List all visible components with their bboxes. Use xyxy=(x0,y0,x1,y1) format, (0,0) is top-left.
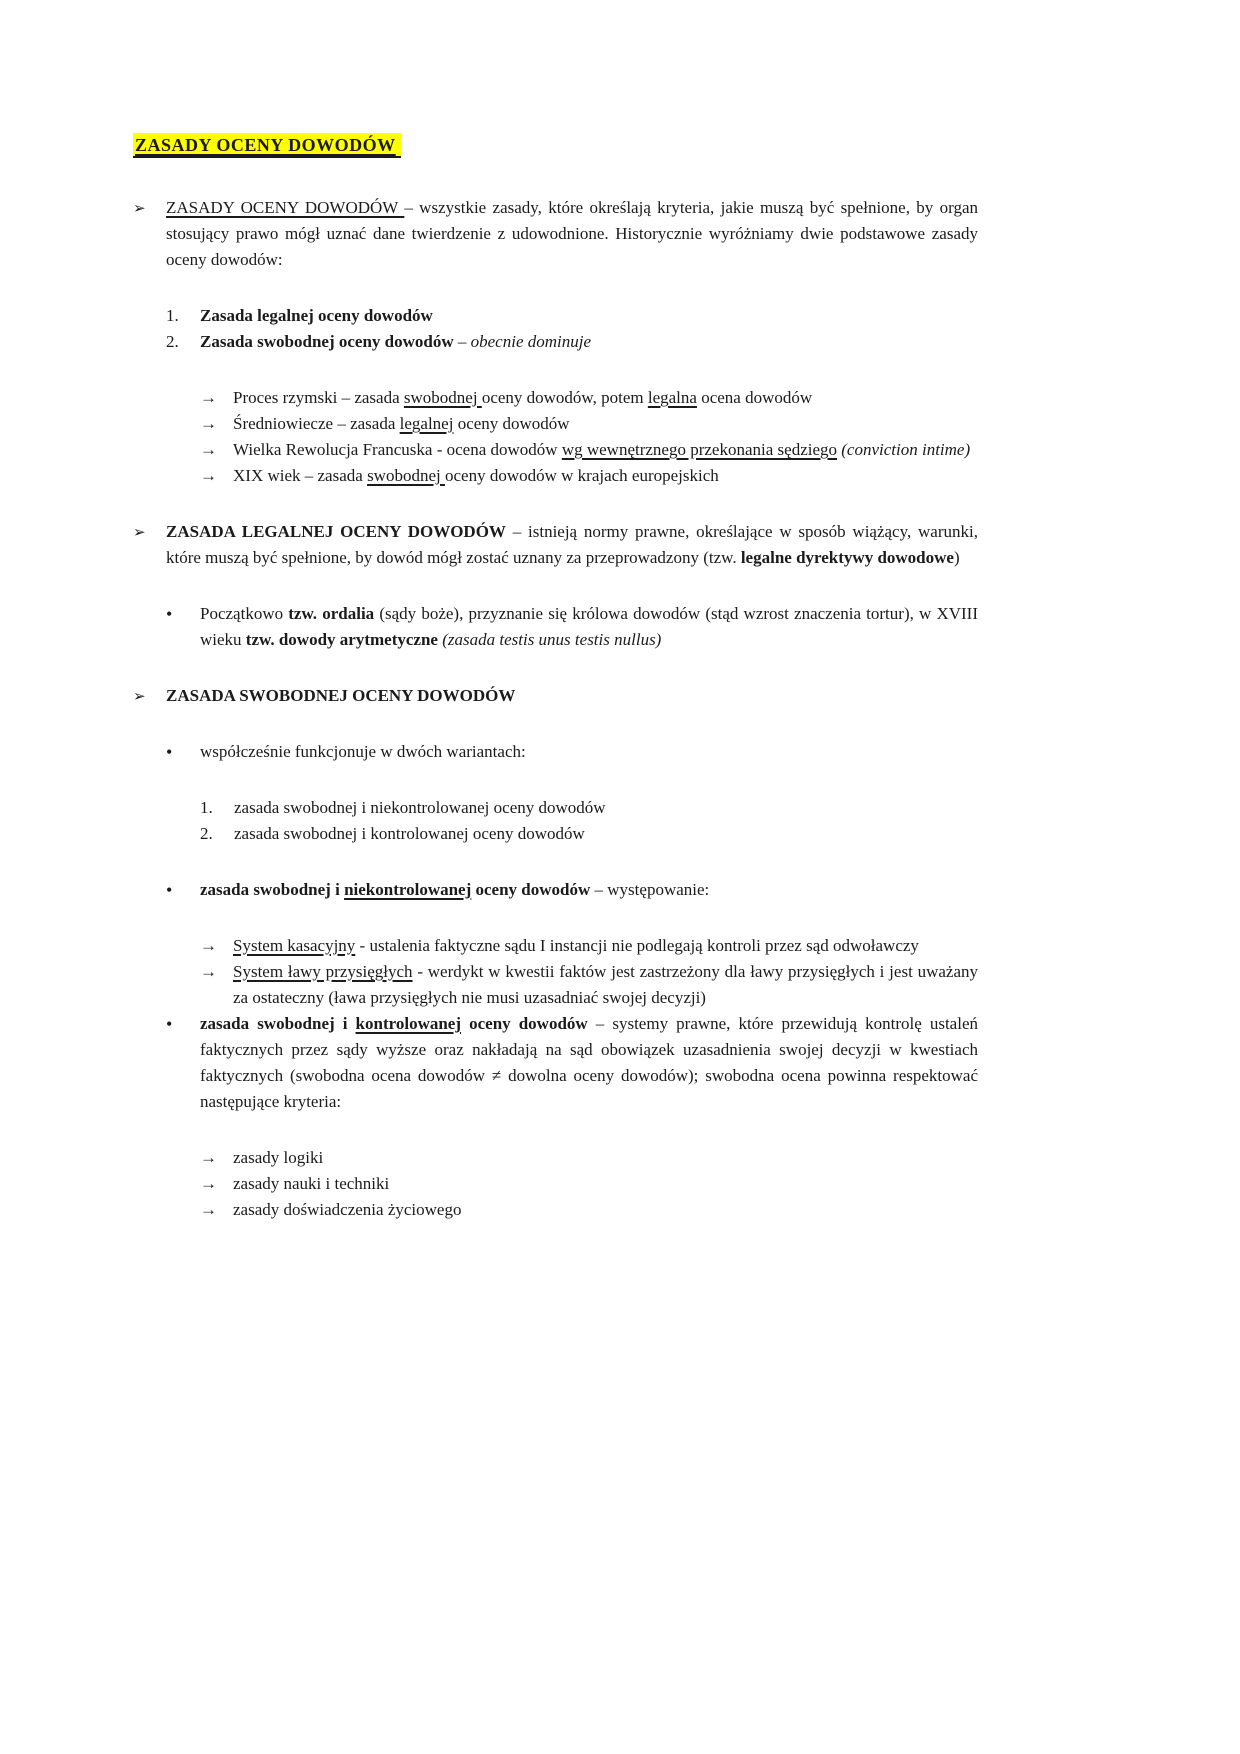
text-run: tzw. dowody arytmetyczne xyxy=(245,630,438,649)
right-arrow-icon: → xyxy=(200,1200,217,1219)
history-item-proces-rzymski xyxy=(200,385,978,411)
text-run: Średniowiecze – zasada xyxy=(233,414,400,433)
note-ordalia xyxy=(166,601,978,653)
note-kontrolowana xyxy=(166,1011,978,1115)
text-run: testis unus testis nullus) xyxy=(499,630,662,649)
text-run: tzw. ordalia xyxy=(288,604,375,623)
text-run: (sądy boże), przyznanie się królowa dowodów (stąd wzrost znaczenia tortur), w XVIII wieku xyxy=(200,604,978,649)
text-run: Początkowo xyxy=(200,604,289,623)
kryterium-doswiadczenie xyxy=(200,1197,978,1223)
text-run: legalne dyrektywy dowodowe xyxy=(740,548,954,567)
list-number: 1. xyxy=(166,306,179,325)
text-run: zasada swobodnej i niekontrolowanej oceny dowodów xyxy=(234,798,606,817)
text-run: Zasada swobodnej oceny dowodów xyxy=(200,332,458,351)
text-run: wg wewnętrznego przekonania sędziego xyxy=(561,440,838,459)
system-lawy-przysieglych xyxy=(200,959,978,1011)
text-run: (conviction intime) xyxy=(841,440,971,459)
text-run: legalna xyxy=(647,388,697,407)
right-arrow-icon: → xyxy=(200,466,217,485)
section-zasady-oceny-dowodow xyxy=(133,195,978,273)
text-run: ZASADY OCENY DOWODÓW xyxy=(133,133,401,158)
system-kasacyjny xyxy=(200,933,978,959)
dot-bullet-icon: • xyxy=(166,742,173,762)
document-body xyxy=(133,132,978,1223)
text-run: ZASADA LEGALNEJ OCENY DOWODÓW xyxy=(166,522,506,541)
text-run: oceny dowodów xyxy=(453,414,570,433)
text-run: – xyxy=(457,332,471,351)
list-item-1 xyxy=(166,303,978,329)
text-run: – systemy prawne, które przewidują kontrolę ustaleń faktycznych przez sądy wyższe oraz nakładają na sąd obowiązek uzasadnienia swojej decyzji w kwestiach faktycznych (swobodna ocena dowodów ≠ dowolna oceny dowodów); swobodna ocena powinna respektować następujące kryteria: xyxy=(200,1014,978,1111)
list-number: 1. xyxy=(200,798,213,817)
right-arrow-icon: → xyxy=(200,414,217,433)
text-run: zasada swobodnej i xyxy=(200,1014,356,1033)
text-run: – występowanie: xyxy=(590,880,710,899)
text-run: Wielka Rewolucja Francuska - ocena dowodów xyxy=(233,440,562,459)
text-run: ZASADA SWOBODNEJ OCENY DOWODÓW xyxy=(166,686,516,705)
text-run: - werdykt w kwestii faktów jest zastrzeżony dla ławy przysięgłych i jest uważany za ostateczny (ława przysięgłych nie musi uzasadniać swojej decyzji) xyxy=(233,962,978,1007)
text-run: - ustalenia faktyczne sądu I instancji nie podlegają kontroli przez sąd odwoławczy xyxy=(355,936,919,955)
history-item-xix-wiek xyxy=(200,463,978,489)
right-arrow-icon: → xyxy=(200,388,217,407)
text-run: zasada swobodnej i kontrolowanej oceny dowodów xyxy=(234,824,585,843)
text-run: zasady logiki xyxy=(233,1148,324,1167)
section-zasada-swobodnej xyxy=(133,683,978,709)
note-warianty xyxy=(166,739,978,765)
history-item-sredniowiecze xyxy=(200,411,978,437)
list-number: 2. xyxy=(200,824,213,843)
text-run: zasady nauki i techniki xyxy=(233,1174,390,1193)
text-run: – istnieją normy prawne, określające w sposób wiążący, warunki, które muszą być spełnione, by dowód mógł zostać uznany za przeprowadzony (tzw. xyxy=(166,522,978,567)
text-run: ) xyxy=(953,548,960,567)
dot-bullet-icon: • xyxy=(166,604,173,624)
text-run: kontrolowanej xyxy=(355,1014,462,1033)
text-run: oceny dowodów xyxy=(471,880,591,899)
kryterium-logika xyxy=(200,1145,978,1171)
text-run: System ławy przysięgłych xyxy=(233,962,413,981)
text-run: XIX wiek – zasada xyxy=(233,466,368,485)
right-arrow-icon: → xyxy=(200,1148,217,1167)
right-arrow-icon: → xyxy=(200,962,217,981)
list-item-2 xyxy=(166,329,978,355)
right-arrow-icon: → xyxy=(200,936,217,955)
section-zasada-legalnej xyxy=(133,519,978,571)
arrowhead-bullet-icon: ➢ xyxy=(133,201,146,217)
variant-1 xyxy=(200,795,978,821)
text-run: ocena dowodów xyxy=(696,388,813,407)
text-run: (zasada xyxy=(442,630,500,649)
right-arrow-icon: → xyxy=(200,1174,217,1193)
text-run: swobodnej xyxy=(367,466,445,485)
history-item-rewolucja-francuska xyxy=(200,437,978,463)
text-run: – wszystkie zasady, które określają kryteria, jakie muszą być spełnione, by organ stosujący prawo mógł uznać dane twierdzenie z udowodnione. Historycznie wyróżniamy dwie podstawowe zasady oceny dowodów: xyxy=(166,198,979,269)
text-run: oceny dowodów xyxy=(461,1014,588,1033)
text-run: swobodnej xyxy=(403,388,482,407)
dot-bullet-icon: • xyxy=(166,880,173,900)
text-run: współcześnie funkcjonuje w dwóch wariantach: xyxy=(200,742,526,761)
text-run: oceny dowodów w krajach europejskich xyxy=(444,466,719,485)
arrowhead-bullet-icon: ➢ xyxy=(133,689,146,705)
arrowhead-bullet-icon: ➢ xyxy=(133,525,146,541)
right-arrow-icon: → xyxy=(200,440,217,459)
list-number: 2. xyxy=(166,332,179,351)
kryterium-nauka xyxy=(200,1171,978,1197)
variant-2 xyxy=(200,821,978,847)
note-niekontrolowana xyxy=(166,877,978,903)
dot-bullet-icon: • xyxy=(166,1014,173,1034)
text-run: niekontrolowanej xyxy=(344,880,472,899)
page-title xyxy=(133,132,978,159)
text-run: Proces rzymski – zasada xyxy=(233,388,404,407)
text-run: ZASADY OCENY DOWODÓW xyxy=(166,198,405,217)
text-run: System kasacyjny xyxy=(233,936,356,955)
text-run: zasady doświadczenia życiowego xyxy=(233,1200,462,1219)
text-run: zasada swobodnej i xyxy=(200,880,345,899)
text-run: obecnie dominuje xyxy=(470,332,592,351)
text-run: Zasada legalnej oceny dowodów xyxy=(200,306,433,325)
text-run: oceny dowodów, potem xyxy=(481,388,648,407)
text-run: legalnej xyxy=(399,414,454,433)
